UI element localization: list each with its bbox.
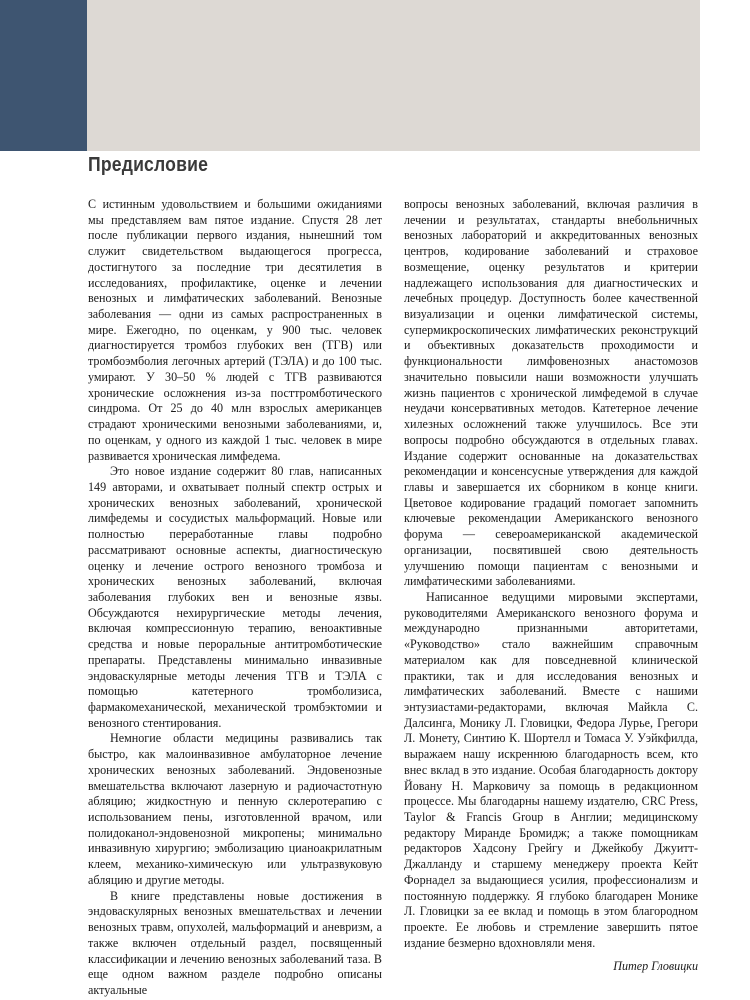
paragraph: Это новое издание содержит 80 глав, написанных 149 авторами, и охватывает полный спектр острых и хронических венозных заболеваний, хронической лимфедемы и сосудистых мальформаций. Новые или полностью переработанные главы подробно рассматривают основные аспекты, диагностическую оценку и лечение острого венозного тромбоза и хронических венозных заболеваний, включая заболевания глубоких вен и венозные язвы. Обсуждаются нехирургические методы лечения, включая компрессионную терапию, веноактивные средства и новые пероральные антитромботические препараты. Представлены минимально инвазивные эндоваскулярные методы лечения ТГВ и ТЭЛА с помощью катетерного тромболизиса, фармакомеханической, механической тромбэктомии и венозного стентирования.: [88, 464, 382, 730]
paragraph: Написанное ведущими мировыми экспертами, руководителями Американского венозного форума и международно признанными авторитетами, «Руководство» стало важнейшим справочным материалом как для повседневной клинической практики, так и для исследования венозных и лимфатических заболеваний. Вместе с нашими энтузиастами-редакторами, включая Майкла С. Далсинга, Монику Л. Гловицки, Федора Лурье, Грегори Л. Монету, Синтию К. Шортелл и Томаса У. Уэйкфилда, выражаем нашу искреннюю благодарность всем, кто внес вклад в это издание. Особая благодарность доктору Йовану Н. Марковичу за помощь в редакционном процессе. Мы благодарны нашему издателю, CRC Press, Taylor & Francis Group в Англии; медицинскому редактору Миранде Бромидж; а также помощникам редакторов Хадсону Грейгу и Джейкобу Джуитт-Джалланду и старшему менеджеру проекта Кейт Форнадел за выдающиеся усилия, профессионализм и постоянную поддержку. Я глубоко благодарен Монике Л. Гловицки за ее вклад и помощь в этом благородном проекте. Ее любовь и стремление завершить пятое издание безмерно вдохновляли меня.: [404, 589, 698, 950]
signature: Питер Гловицки: [613, 958, 698, 973]
paragraph: вопросы венозных заболеваний, включая различия в лечении и результатах, стандарты внебольничных венозных лабораторий и аккредитованных венозных центров, кодирование заболеваний и страховое возмещение, оценку результатов и критерии надлежащего использования для диагностических и лечебных процедур. Доступность более качественной визуализации и оценки лимфатической системы, супермикроскопических лимфатических реконструкций и объективных доказательств проходимости и функциональности лимфовенозных анастомозов значительно повысили наши возможности улучшать жизнь пациентов с хронической лимфедемой в случае неудачи консервативных методов. Катетерное лечение хилезных осложнений также улучшилось. Все эти вопросы подробно обсуждаются в отдельных главах. Издание содержит основанные на доказательствах рекомендации и консенсусные утверждения для каждой главы и завершается их сборником в конце книги. Цветовое кодирование градаций помогает запомнить ключевые рекомендации Американского венозного форума — североамериканской академической организации, посвятившей свою деятельность улучшению помощи пациентам с венозными и лимфатическими заболеваниями.: [404, 197, 698, 589]
right-column: [404, 197, 698, 974]
paragraph: С истинным удовольствием и большими ожиданиями мы представляем вам пятое издание. Спустя 28 лет после публикации первого издания, нынешний том служит свидетельством выдающегося прогресса, достигнутого за последние три десятилетия в исследованиях, профилактике, оценке и лечении венозных и лимфатических заболеваний. Венозные заболевания — одни из самых распространенных в мире. Ежегодно, по оценкам, у 900 тыс. человек диагностируется тромбоз глубоких вен (ТГВ) или тромбоэмболия легочных артерий (ТЭЛА) и до 100 тыс. умирают. У 30–50 % людей с ТГВ развиваются хронические осложнения из-за посттромботического синдрома. От 25 до 40 млн взрослых американцев страдают хроническими венозными заболеваниями, и, по оценкам, у одного из каждой 1 тыс. человек в мире развивается хроническая лимфедема.: [88, 197, 382, 463]
page-title: Предисловие: [88, 154, 209, 176]
header-band: [0, 0, 700, 151]
left-column: [88, 197, 382, 999]
header-accent-block: [0, 0, 87, 151]
paragraph: Немногие области медицины развивались так быстро, как малоинвазивное амбулаторное лечение хронических венозных заболеваний. Эндовенозные вмешательства включают лазерную и радиочастотную абляцию; жидкостную и пенную склеротерапию с использованием пены, изготовленной врачом, или полидоканол-эндовенозной микропены; минимально инвазивную хирургию; эмболизацию цианоакрилатным клеем, механико-химическую или ультразвуковую абляцию и другие методы.: [88, 731, 382, 887]
paragraph: В книге представлены новые достижения в эндоваскулярных венозных вмешательствах и лечении венозных травм, опухолей, мальформаций и аневризм, а также включен отдельный раздел, посвященный классификации и лечению венозных заболеваний таза. В еще одном важном разделе подробно описаны актуальные: [88, 888, 382, 997]
